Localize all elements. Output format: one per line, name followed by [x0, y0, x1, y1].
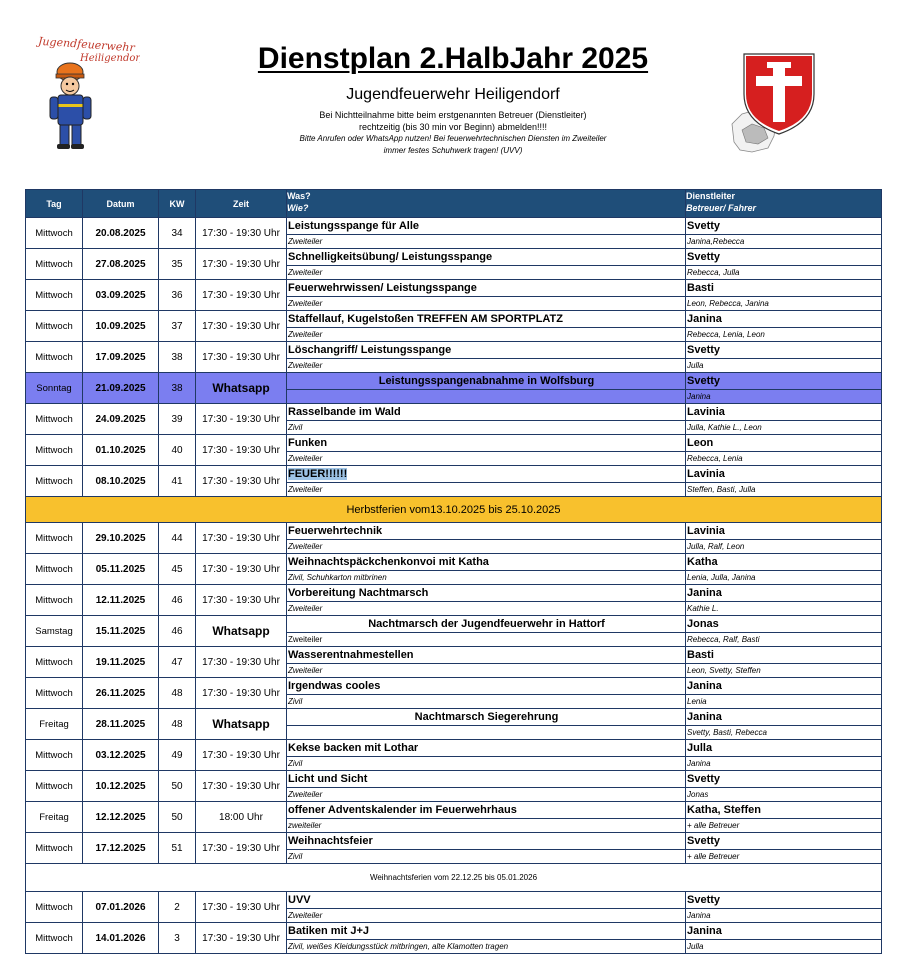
leader-name: Janina [686, 709, 881, 726]
activity-attire: Zweiteiler [288, 666, 323, 675]
cell-kw: 3 [159, 923, 196, 954]
cell-kw: 48 [159, 678, 196, 709]
activity-title-text: Funken [288, 437, 328, 449]
cell-datum: 03.12.2025 [83, 740, 159, 771]
cell-zeit: 17:30 - 19:30 Uhr [196, 218, 287, 249]
activity-title-text: Licht und Sicht [288, 773, 368, 785]
col-header-dienstleiter-label: Dienstleiter [686, 191, 736, 201]
cell-tag: Mittwoch [26, 311, 83, 342]
cell-datum: 08.10.2025 [83, 466, 159, 497]
activity-title-text: Feuerwehrtechnik [288, 525, 383, 537]
activity-attire: Zweiteiler [288, 268, 323, 277]
note-line-3: Bitte Anrufen oder WhatsApp nutzen! Bei feuerwehrtechnischen Diensten im Zweiteiler [299, 134, 607, 143]
cell-datum: 20.08.2025 [83, 218, 159, 249]
cell-zeit: 17:30 - 19:30 Uhr [196, 678, 287, 709]
activity-title-text: Feuerwehrwissen/ Leistungsspange [288, 282, 477, 294]
supervisors: Janina [687, 392, 711, 401]
supervisors: Rebecca, Lenia [687, 454, 743, 463]
cell-kw: 46 [159, 616, 196, 647]
activity-title-text: Rasselbande im Wald [288, 406, 401, 418]
cell-dienstleiter [686, 647, 882, 678]
cell-datum: 14.01.2026 [83, 923, 159, 954]
cell-datum: 26.11.2025 [83, 678, 159, 709]
page-title: Dienstplan 2.HalbJahr 2025 [257, 42, 649, 75]
table-row [26, 923, 882, 954]
cell-datum: 15.11.2025 [83, 616, 159, 647]
col-header-datum: Datum [83, 190, 159, 218]
holiday-banner-text: Herbstferien vom13.10.2025 bis 25.10.2025 [26, 497, 882, 523]
cell-zeit: Whatsapp [196, 709, 287, 740]
leader-name: Basti [686, 280, 881, 297]
supervisors: Julla [687, 942, 704, 951]
supervisors: Svetty, Basti, Rebecca [687, 728, 767, 737]
cell-zeit: 17:30 - 19:30 Uhr [196, 249, 287, 280]
leader-name: Lavinia [686, 404, 881, 421]
cell-kw: 44 [159, 523, 196, 554]
holiday-banner-row [26, 497, 882, 523]
table-row [26, 280, 882, 311]
cell-tag: Mittwoch [26, 771, 83, 802]
cell-tag: Mittwoch [26, 466, 83, 497]
table-row [26, 249, 882, 280]
activity-title-text: Staffellauf, Kugelstoßen TREFFEN AM SPORTPLATZ [288, 313, 563, 325]
activity-title [287, 892, 685, 909]
col-header-betreuer-label: Betreuer/ Fahrer [686, 203, 757, 213]
supervisors: Janina,Rebecca [687, 237, 745, 246]
cell-dienstleiter [686, 311, 882, 342]
leader-name: Svetty [686, 342, 881, 359]
cell-dienstleiter [686, 404, 882, 435]
col-header-wie-label: Wie? [287, 203, 309, 213]
activity-attire: Zivil [288, 697, 303, 706]
cell-kw: 40 [159, 435, 196, 466]
cell-datum: 21.09.2025 [83, 373, 159, 404]
cell-tag: Mittwoch [26, 554, 83, 585]
cell-datum: 01.10.2025 [83, 435, 159, 466]
cell-datum: 10.12.2025 [83, 771, 159, 802]
supervisors: Julla, Kathie L., Leon [687, 423, 762, 432]
supervisors: Julla, Ralf, Leon [687, 542, 745, 551]
cell-datum: 12.11.2025 [83, 585, 159, 616]
table-row [26, 311, 882, 342]
cell-dienstleiter [686, 740, 882, 771]
table-row [26, 616, 882, 647]
activity-title [287, 802, 685, 819]
cell-dienstleiter [686, 585, 882, 616]
leader-name: Katha [686, 554, 881, 571]
schedule-table [25, 189, 882, 954]
coat-of-arms-icon [724, 52, 832, 164]
cell-kw: 34 [159, 218, 196, 249]
col-header-was [287, 190, 686, 218]
cell-kw: 35 [159, 249, 196, 280]
activity-attire: Zweiteiler [288, 911, 323, 920]
activity-title [287, 466, 685, 483]
cell-dienstleiter [686, 802, 882, 833]
cell-datum: 10.09.2025 [83, 311, 159, 342]
supervisors: Leon, Rebecca, Janina [687, 299, 769, 308]
col-header-zeit: Zeit [196, 190, 287, 218]
col-header-was-label: Was? [287, 191, 311, 201]
cell-zeit: 17:30 - 19:30 Uhr [196, 740, 287, 771]
activity-title [287, 709, 685, 726]
cell-kw: 39 [159, 404, 196, 435]
cell-was [287, 404, 686, 435]
cell-zeit: 18:00 Uhr [196, 802, 287, 833]
table-row [26, 373, 882, 404]
cell-dienstleiter [686, 678, 882, 709]
table-row [26, 218, 882, 249]
table-row [26, 892, 882, 923]
cell-datum: 17.09.2025 [83, 342, 159, 373]
col-header-dienstleiter [686, 190, 882, 218]
cell-kw: 37 [159, 311, 196, 342]
leader-name: Lavinia [686, 523, 881, 540]
cell-was [287, 523, 686, 554]
activity-attire: Zweiteiler [288, 237, 323, 246]
table-row [26, 647, 882, 678]
cell-zeit: Whatsapp [196, 373, 287, 404]
activity-title [287, 373, 685, 390]
cell-zeit: Whatsapp [196, 616, 287, 647]
leader-name: Janina [686, 923, 881, 940]
cell-zeit: 17:30 - 19:30 Uhr [196, 523, 287, 554]
cell-was [287, 585, 686, 616]
cell-dienstleiter [686, 280, 882, 311]
activity-title [287, 585, 685, 602]
cell-tag: Mittwoch [26, 218, 83, 249]
cell-was [287, 373, 686, 404]
cell-kw: 51 [159, 833, 196, 864]
activity-attire: Zivil [288, 852, 303, 861]
activity-title-text: offener Adventskalender im Feuerwehrhaus [288, 804, 517, 816]
cell-was [287, 249, 686, 280]
cell-was [287, 647, 686, 678]
supervisors: Lenia, Julla, Janina [687, 573, 756, 582]
activity-attire: Zivil, Schuhkarton mitbrinen [288, 573, 387, 582]
leader-name: Svetty [686, 218, 881, 235]
cell-datum: 27.08.2025 [83, 249, 159, 280]
cell-kw: 47 [159, 647, 196, 678]
activity-attire: Zweiteiler [288, 604, 323, 613]
activity-title-text: Nachtmarsch Siegerehrung [414, 711, 559, 723]
leader-name: Svetty [686, 771, 881, 788]
activity-attire: Zivil [288, 423, 303, 432]
svg-text:Jugendfeuerwehr: Jugendfeuerwehr [37, 34, 136, 55]
supervisors: Lenia [687, 697, 707, 706]
cell-tag: Mittwoch [26, 678, 83, 709]
cell-kw: 41 [159, 466, 196, 497]
activity-title [287, 218, 685, 235]
table-row [26, 342, 882, 373]
activity-title-text: Schnelligkeitsübung/ Leistungsspange [288, 251, 493, 263]
activity-attire: Zivil, weißes Kleidungsstück mitbringen, alte Klamotten tragen [288, 942, 509, 951]
cell-was [287, 554, 686, 585]
leader-name: Janina [686, 311, 881, 328]
activity-title-text: FEUER!!!!!! [288, 468, 348, 480]
cell-dienstleiter [686, 833, 882, 864]
cell-zeit: 17:30 - 19:30 Uhr [196, 647, 287, 678]
cell-dienstleiter [686, 249, 882, 280]
table-row [26, 554, 882, 585]
activity-attire: Zweiteiler [288, 454, 323, 463]
cell-zeit: 17:30 - 19:30 Uhr [196, 833, 287, 864]
table-header-row [26, 190, 882, 218]
cell-datum: 12.12.2025 [83, 802, 159, 833]
cell-zeit: 17:30 - 19:30 Uhr [196, 554, 287, 585]
leader-name: Svetty [686, 249, 881, 266]
supervisors: Steffen, Basti, Julla [687, 485, 756, 494]
cell-kw: 50 [159, 771, 196, 802]
supervisors: Leon, Svetty, Steffen [687, 666, 761, 675]
cell-dienstleiter [686, 435, 882, 466]
cell-zeit: 17:30 - 19:30 Uhr [196, 466, 287, 497]
table-row [26, 678, 882, 709]
activity-title-text: Wasserentnahmestellen [288, 649, 414, 661]
cell-tag: Mittwoch [26, 923, 83, 954]
cell-dienstleiter [686, 923, 882, 954]
supervisors: Jonas [687, 790, 709, 799]
cell-datum: 24.09.2025 [83, 404, 159, 435]
cell-tag: Mittwoch [26, 740, 83, 771]
cell-tag: Mittwoch [26, 585, 83, 616]
cell-tag: Mittwoch [26, 435, 83, 466]
activity-attire [287, 390, 685, 403]
cell-was [287, 892, 686, 923]
activity-title-text: Weihnachtspäckchenkonvoi mit Katha [288, 556, 489, 568]
activity-attire: Zweiteiler [288, 635, 323, 644]
svg-text:Heiligendorf: Heiligendorf [80, 53, 140, 64]
activity-title [287, 523, 685, 540]
activity-title [287, 833, 685, 850]
activity-title [287, 616, 685, 633]
table-row [26, 466, 882, 497]
leader-name: Leon [686, 435, 881, 452]
cell-datum: 28.11.2025 [83, 709, 159, 740]
supervisors: Kathie L. [687, 604, 719, 613]
activity-title-text: Nachtmarsch der Jugendfeuerwehr in Hattorf [368, 618, 605, 630]
cell-kw: 45 [159, 554, 196, 585]
supervisors: Rebecca, Lenia, Leon [687, 330, 765, 339]
note-line-4: immer festes Schuhwerk tragen! (UVV) [383, 146, 523, 155]
activity-title [287, 404, 685, 421]
cell-dienstleiter [686, 771, 882, 802]
cell-dienstleiter [686, 554, 882, 585]
activity-title-text: Leistungsspangenabnahme in Wolfsburg [378, 375, 595, 387]
activity-title-text: Batiken mit J+J [288, 925, 370, 937]
leader-name: Basti [686, 647, 881, 664]
activity-attire: Zweiteiler [288, 542, 323, 551]
table-row [26, 709, 882, 740]
activity-title-text: Vorbereitung Nachtmarsch [288, 587, 429, 599]
cell-datum: 17.12.2025 [83, 833, 159, 864]
supervisors: Julla [687, 361, 704, 370]
activity-attire: Zweiteiler [288, 330, 323, 339]
cell-was [287, 771, 686, 802]
holiday-banner-text: Weihnachtsferien vom 22.12.25 bis 05.01.2026 [26, 864, 882, 892]
cell-dienstleiter [686, 709, 882, 740]
activity-title-text: UVV [288, 894, 311, 906]
supervisors: + alle Betreuer [687, 852, 740, 861]
table-row [26, 802, 882, 833]
cell-zeit: 17:30 - 19:30 Uhr [196, 404, 287, 435]
activity-title [287, 342, 685, 359]
note-line-1: Bei Nichtteilnahme bitte beim erstgenannten Betreuer (Dienstleiter) [319, 110, 587, 120]
activity-title [287, 678, 685, 695]
cell-was [287, 616, 686, 647]
activity-title-text: Leistungsspange für Alle [288, 220, 420, 232]
cell-datum: 29.10.2025 [83, 523, 159, 554]
activity-title [287, 280, 685, 297]
activity-title [287, 435, 685, 452]
cell-tag: Mittwoch [26, 523, 83, 554]
activity-attire: Zweiteiler [288, 790, 323, 799]
cell-datum: 03.09.2025 [83, 280, 159, 311]
activity-attire: zweiteiler [288, 821, 322, 830]
cell-dienstleiter [686, 218, 882, 249]
cell-kw: 50 [159, 802, 196, 833]
supervisors: + alle Betreuer [687, 821, 740, 830]
cell-kw: 38 [159, 342, 196, 373]
cell-tag: Samstag [26, 616, 83, 647]
activity-attire: Zweiteiler [288, 361, 323, 370]
leader-name: Svetty [686, 892, 881, 909]
table-row [26, 523, 882, 554]
cell-zeit: 17:30 - 19:30 Uhr [196, 311, 287, 342]
cell-zeit: 17:30 - 19:30 Uhr [196, 280, 287, 311]
cell-tag: Mittwoch [26, 404, 83, 435]
activity-title [287, 923, 685, 940]
leader-name: Janina [686, 678, 881, 695]
col-header-tag: Tag [26, 190, 83, 218]
leader-name: Svetty [686, 833, 881, 850]
cell-dienstleiter [686, 616, 882, 647]
cell-was [287, 218, 686, 249]
activity-attire: Zivil [288, 759, 303, 768]
cell-dienstleiter [686, 466, 882, 497]
col-header-kw: KW [159, 190, 196, 218]
leader-name: Julla [686, 740, 881, 757]
activity-title [287, 554, 685, 571]
activity-attire: Zweiteiler [288, 299, 323, 308]
cell-kw: 2 [159, 892, 196, 923]
leader-name: Lavinia [686, 466, 881, 483]
cell-tag: Freitag [26, 709, 83, 740]
cell-tag: Mittwoch [26, 342, 83, 373]
cell-datum: 05.11.2025 [83, 554, 159, 585]
activity-title-text: Kekse backen mit Lothar [288, 742, 419, 754]
cell-zeit: 17:30 - 19:30 Uhr [196, 923, 287, 954]
supervisors: Janina [687, 911, 711, 920]
cell-was [287, 342, 686, 373]
table-row [26, 585, 882, 616]
activity-title-text: Weihnachtsfeier [288, 835, 373, 847]
activity-title-text: Irgendwas cooles [288, 680, 381, 692]
cell-was [287, 280, 686, 311]
activity-title [287, 311, 685, 328]
table-row [26, 435, 882, 466]
cell-was [287, 740, 686, 771]
supervisors: Rebecca, Ralf, Basti [687, 635, 760, 644]
cell-was [287, 435, 686, 466]
activity-title [287, 249, 685, 266]
cell-was [287, 923, 686, 954]
note-line-2: rechtzeitig (bis 30 min vor Beginn) abmelden!!!! [358, 122, 548, 132]
cell-kw: 46 [159, 585, 196, 616]
cell-dienstleiter [686, 342, 882, 373]
activity-title [287, 740, 685, 757]
cell-tag: Sonntag [26, 373, 83, 404]
cell-zeit: 17:30 - 19:30 Uhr [196, 342, 287, 373]
table-row [26, 740, 882, 771]
page-subtitle: Jugendfeuerwehr Heiligendorf [346, 86, 560, 103]
table-row [26, 771, 882, 802]
cell-zeit: 17:30 - 19:30 Uhr [196, 585, 287, 616]
cell-dienstleiter [686, 373, 882, 404]
leader-name: Katha, Steffen [686, 802, 881, 819]
cell-was [287, 466, 686, 497]
leader-name: Svetty [686, 373, 881, 390]
cell-tag: Mittwoch [26, 833, 83, 864]
activity-title [287, 771, 685, 788]
cell-was [287, 678, 686, 709]
cell-kw: 38 [159, 373, 196, 404]
table-row [26, 404, 882, 435]
cell-datum: 19.11.2025 [83, 647, 159, 678]
cell-dienstleiter [686, 892, 882, 923]
supervisors: Rebecca, Julla [687, 268, 740, 277]
cell-zeit: 17:30 - 19:30 Uhr [196, 435, 287, 466]
cell-was [287, 833, 686, 864]
cell-was [287, 709, 686, 740]
cell-zeit: 17:30 - 19:30 Uhr [196, 892, 287, 923]
activity-title-text: Löschangriff/ Leistungsspange [288, 344, 452, 356]
cell-datum: 07.01.2026 [83, 892, 159, 923]
cell-was [287, 802, 686, 833]
supervisors: Janina [687, 759, 711, 768]
holiday-banner-row [26, 864, 882, 892]
leader-name: Janina [686, 585, 881, 602]
cell-was [287, 311, 686, 342]
cell-zeit: 17:30 - 19:30 Uhr [196, 771, 287, 802]
cell-tag: Freitag [26, 802, 83, 833]
activity-attire: Zweiteiler [288, 485, 323, 494]
cell-kw: 36 [159, 280, 196, 311]
table-row [26, 833, 882, 864]
cell-tag: Mittwoch [26, 249, 83, 280]
cell-kw: 48 [159, 709, 196, 740]
cell-kw: 49 [159, 740, 196, 771]
leader-name: Jonas [686, 616, 881, 633]
cell-tag: Mittwoch [26, 280, 83, 311]
cell-tag: Mittwoch [26, 647, 83, 678]
activity-attire [287, 726, 685, 739]
cell-tag: Mittwoch [26, 892, 83, 923]
activity-title [287, 647, 685, 664]
cell-dienstleiter [686, 523, 882, 554]
